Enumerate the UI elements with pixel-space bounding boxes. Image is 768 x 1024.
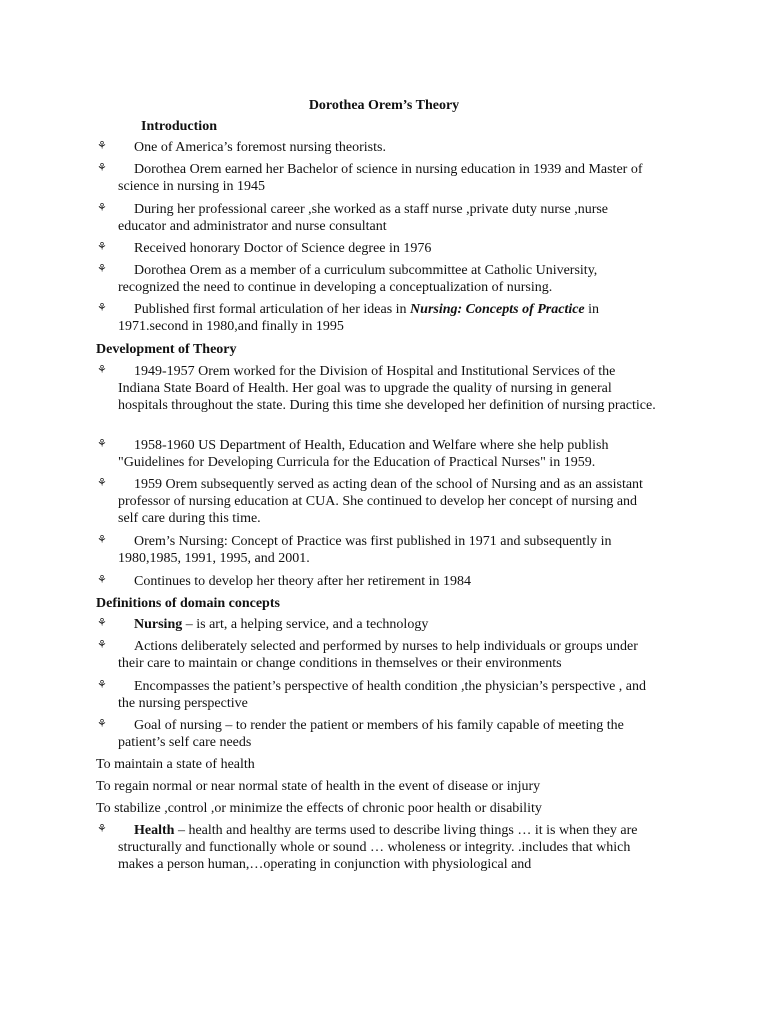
bullet-icon: ⚘ — [97, 477, 107, 489]
list-item — [97, 201, 657, 235]
list-item — [97, 678, 657, 712]
list-item — [97, 717, 657, 751]
bullet-icon: ⚘ — [97, 718, 107, 730]
list-item — [97, 363, 657, 414]
text-run: Published first formal articulation of her ideas in — [134, 302, 411, 317]
bullet-icon: ⚘ — [97, 574, 107, 586]
plain-line: To stabilize ,control ,or minimize the effects of chronic poor health or disability — [96, 801, 542, 816]
term-nursing: Nursing — [134, 617, 183, 632]
term-health: Health — [134, 823, 175, 838]
list-item — [97, 240, 657, 257]
list-item-text: One of America’s foremost nursing theorists. — [134, 140, 386, 155]
document-title: Dorothea Orem’s Theory — [308, 98, 460, 113]
bullet-icon: ⚘ — [97, 639, 107, 651]
list-item-text: 1959 Orem subsequently served as acting dean of the school of Nursing and as an assistant professor of nursing education at CUA. She continued to develop her concept of nursing and self care during this time. — [118, 477, 643, 526]
bullet-icon: ⚘ — [97, 302, 107, 314]
list-item — [97, 476, 657, 527]
text-run: – is art, a helping service, and a technology — [182, 617, 429, 632]
list-item-text: 1949-1957 Orem worked for the Division of Hospital and Institutional Services of the Indiana State Board of Health. Her goal was to upgrade the quality of nursing in general hospitals throughout the state. During this time she developed her definition of nursing practice. — [118, 364, 656, 413]
list-item — [97, 822, 657, 873]
bullet-icon: ⚘ — [97, 364, 107, 376]
heading-introduction: Introduction — [141, 119, 217, 134]
list-item-text: During her professional career ,she worked as a staff nurse ,private duty nurse ,nurse educator and administrator and nurse consultant — [118, 202, 609, 234]
list-item — [97, 301, 657, 335]
plain-line: To regain normal or near normal state of health in the event of disease or injury — [96, 779, 541, 794]
list-item-text: Dorothea Orem earned her Bachelor of science in nursing education in 1939 and Master of science in nursing in 1945 — [118, 162, 643, 194]
bullet-icon: ⚘ — [97, 241, 107, 253]
bullet-icon: ⚘ — [97, 140, 107, 152]
list-item-text: Goal of nursing – to render the patient or members of his family capable of meeting the patient’s self care needs — [118, 718, 624, 750]
list-item — [97, 638, 657, 672]
list-item-text: 1958-1960 US Department of Health, Education and Welfare where she help publish "Guidelines for Developing Curricula for the Education of Practical Nurses" in 1959. — [118, 438, 609, 470]
bullet-icon: ⚘ — [97, 202, 107, 214]
list-item — [97, 573, 657, 590]
bullet-icon: ⚘ — [97, 617, 107, 629]
list-item-text — [97, 616, 657, 633]
heading-definitions: Definitions of domain concepts — [96, 596, 280, 611]
list-item — [97, 616, 657, 633]
plain-line: To maintain a state of health — [96, 757, 255, 772]
list-item-text: Actions deliberately selected and performed by nurses to help individuals or groups under their care to maintain or change conditions in themselves or their environments — [118, 639, 638, 671]
list-item-text — [97, 822, 657, 873]
text-run: in 1971.second in 1980,and finally in 1995 — [118, 302, 600, 334]
list-item — [97, 262, 657, 296]
list-item — [97, 437, 657, 471]
bullet-icon: ⚘ — [97, 438, 107, 450]
bullet-icon: ⚘ — [97, 263, 107, 275]
bullet-icon: ⚘ — [97, 823, 107, 835]
list-item-text: Orem’s Nursing: Concept of Practice was first published in 1971 and subsequently in 1980,1985, 1991, 1995, and 2001. — [118, 534, 612, 566]
list-item-text: Received honorary Doctor of Science degree in 1976 — [134, 241, 432, 256]
book-title: Nursing: Concepts of Practice — [410, 302, 585, 317]
bullet-icon: ⚘ — [97, 162, 107, 174]
bullet-icon: ⚘ — [97, 534, 107, 546]
heading-development: Development of Theory — [96, 342, 237, 357]
list-item — [97, 533, 657, 567]
bullet-icon: ⚘ — [97, 679, 107, 691]
text-run: – health and healthy are terms used to describe living things … it is when they are structurally and functionally whole or sound … wholeness or integrity. .includes that which makes a person human,…operating in conjunction with physiological and — [118, 823, 638, 872]
list-item-text: Encompasses the patient’s perspective of health condition ,the physician’s perspective , and the nursing perspective — [118, 679, 647, 711]
list-item-text — [97, 301, 657, 335]
list-item-text: Continues to develop her theory after her retirement in 1984 — [134, 574, 472, 589]
list-item-text: Dorothea Orem as a member of a curriculum subcommittee at Catholic University, recognized the need to continue in developing a conceptualization of nursing. — [118, 263, 598, 295]
list-item — [97, 139, 657, 156]
list-item — [97, 161, 657, 195]
